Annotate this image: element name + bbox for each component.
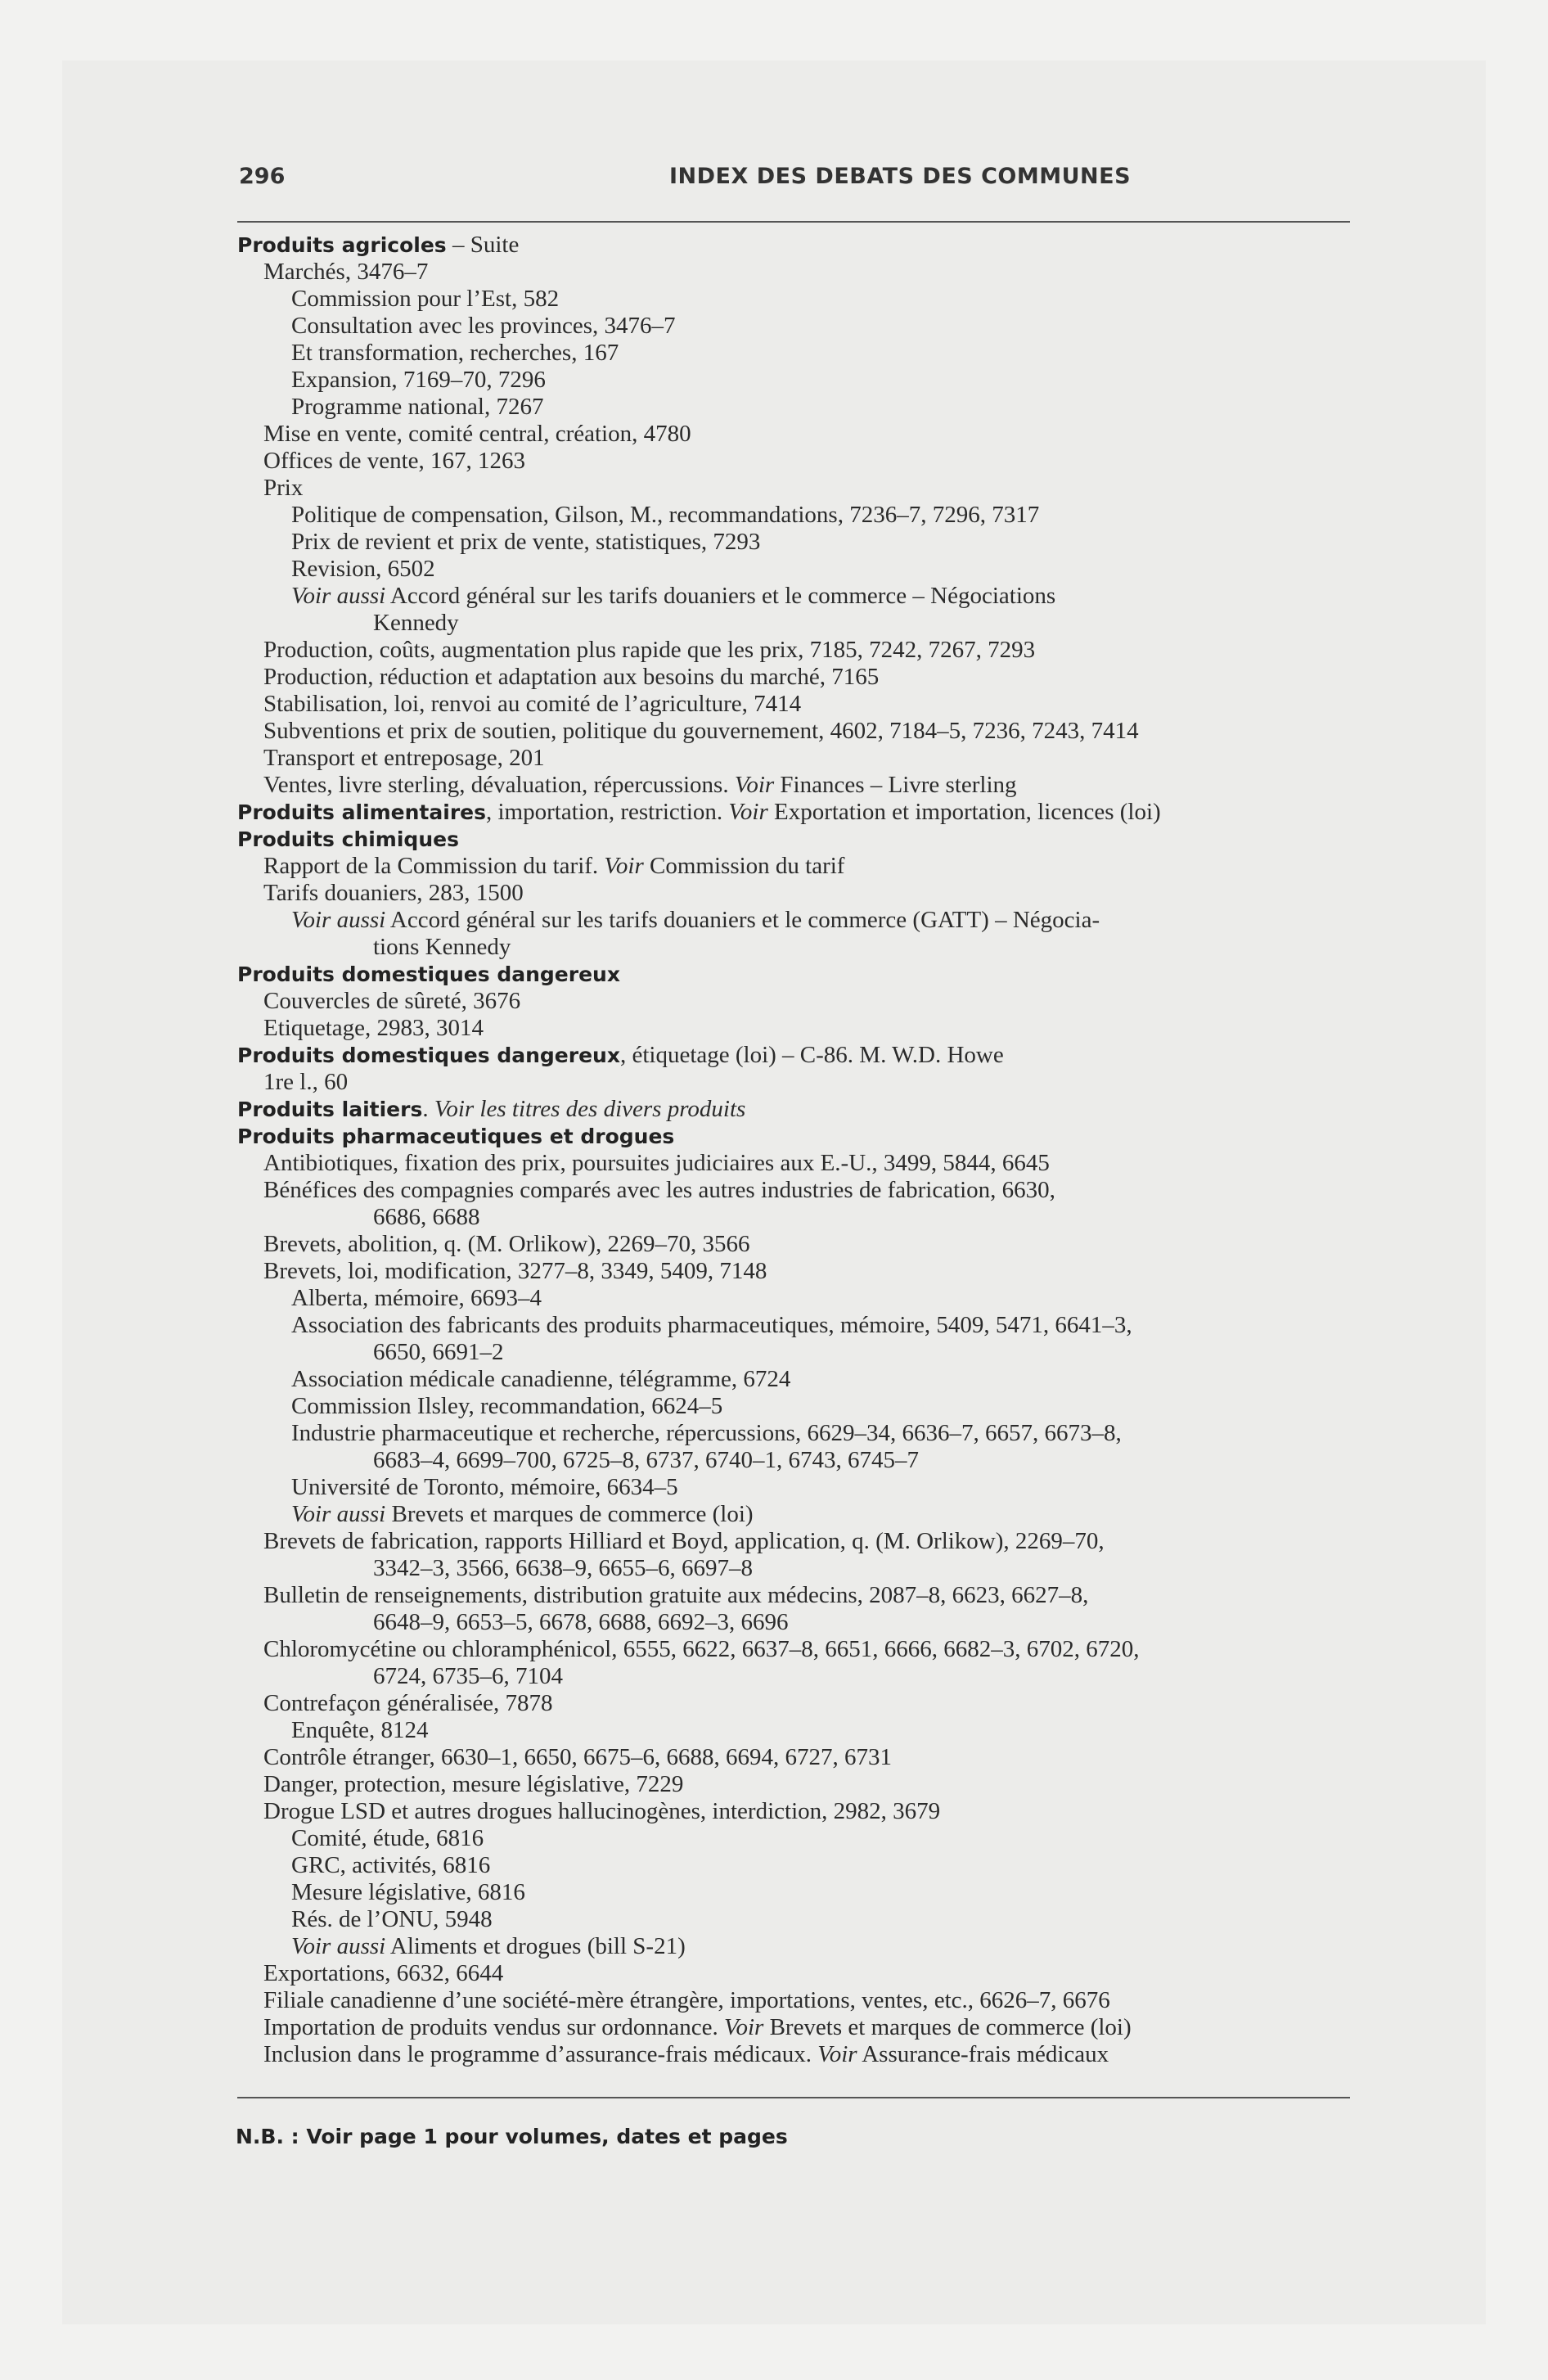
index-line [263,988,520,1015]
index-text: Brevets de fabrication, rapports Hilliard et Boyd, application, q. (M. Orlikow), 2269–70, [263,1528,1105,1554]
header-rule [237,221,1350,223]
index-text: Expansion, 7169–70, 7296 [291,367,546,393]
index-text: Brevets, abolition, q. (M. Orlikow), 2269–70, 3566 [263,1231,750,1257]
index-text: Brevets et marques de commerce (loi) [763,2014,1132,2040]
page-number: 296 [239,164,286,189]
index-line [263,421,691,448]
index-text: 3342–3, 3566, 6638–9, 6655–6, 6697–8 [373,1555,753,1581]
index-line [291,907,1100,934]
index-text: GRC, activités, 6816 [291,1852,491,1878]
index-headword: Produits chimiques [237,827,459,851]
index-line [373,610,459,637]
index-line [291,286,559,313]
index-text: , étiquetage (loi) – C-86. M. W.D. Howe [619,1042,1004,1068]
index-text: 1re l., 60 [263,1069,349,1095]
index-line [291,1366,790,1393]
index-line [237,232,519,259]
index-headword: Produits domestiques dangereux [237,962,620,986]
index-text: Danger, protection, mesure législative, 7229 [263,1771,684,1797]
index-line [263,1690,553,1717]
index-line [263,853,844,880]
index-text: Mesure législative, 6816 [291,1879,525,1905]
index-text: Commission Ilsley, recommandation, 6624–5 [291,1393,723,1419]
index-text: . [422,1096,434,1122]
index-line [263,718,1139,745]
index-text: Commission pour l’Est, 582 [291,286,560,312]
index-line [373,1204,480,1231]
index-line [263,259,428,286]
index-text: Kennedy [373,610,459,636]
index-text: Rés. de l’ONU, 5948 [291,1906,493,1932]
index-text: – Suite [446,232,520,258]
page-header [175,164,1350,196]
index-text: Accord général sur les tarifs douaniers et le commerce (GATT) – Négocia- [385,907,1100,933]
index-text: Etiquetage, 2983, 3014 [263,1015,484,1041]
index-text: Finances – Livre sterling [774,772,1017,798]
cross-reference: Voir [604,853,644,879]
index-line [263,1771,683,1798]
index-text: Revision, 6502 [291,556,435,582]
index-text: Commission du tarif [643,853,845,879]
index-text: Assurance-frais médicaux [857,2041,1109,2067]
index-line [263,637,1035,664]
index-line [263,664,879,691]
index-line [291,1285,542,1312]
index-text: Contrôle étranger, 6630–1, 6650, 6675–6, 6688, 6694, 6727, 6731 [263,1744,893,1770]
index-line [291,556,435,583]
index-text: Offices de vente, 167, 1263 [263,448,525,474]
index-line [291,1879,525,1906]
index-text: Association médicale canadienne, télégramme, 6724 [291,1366,791,1392]
index-line [263,1177,1055,1204]
index-line [263,1582,1088,1609]
cross-reference: Voir [817,2041,857,2067]
index-line [291,1852,490,1879]
index-text: 6648–9, 6653–5, 6678, 6688, 6692–3, 6696 [373,1609,789,1635]
index-text: Rapport de la Commission du tarif. [263,853,605,879]
index-headword: Produits alimentaires [237,800,486,824]
index-line [291,394,543,421]
index-line [373,1555,753,1582]
index-line [263,1636,1139,1663]
index-line [263,1069,348,1096]
index-headword: Produits agricoles [237,233,447,257]
index-line [291,313,676,340]
index-line [291,1501,754,1528]
index-line [291,1474,678,1501]
cross-reference: Voir aussi [291,907,386,933]
index-text: Brevets, loi, modification, 3277–8, 3349, 5409, 7148 [263,1258,767,1284]
index-line [263,475,303,502]
index-text: Prix de revient et prix de vente, statistiques, 7293 [291,529,761,555]
index-line [237,961,620,988]
index-line [263,880,524,907]
index-text: Association des fabricants des produits pharmaceutiques, mémoire, 5409, 5471, 6641–3, [291,1312,1132,1338]
index-line [263,2041,1109,2068]
index-text: Inclusion dans le programme d’assurance-frais médicaux. [263,2041,818,2067]
footer-rule [237,2097,1350,2098]
index-text: Bulletin de renseignements, distribution gratuite aux médecins, 2087–8, 6623, 6627–8, [263,1582,1089,1608]
index-line [237,1042,1004,1069]
index-line [263,1960,503,1987]
index-line [263,1150,1050,1177]
index-line [263,448,525,475]
index-line [263,1744,892,1771]
index-text: 6683–4, 6699–700, 6725–8, 6737, 6740–1, 6743, 6745–7 [373,1447,919,1473]
index-line [291,583,1055,610]
index-text: Exportations, 6632, 6644 [263,1960,504,1986]
index-line [263,1231,749,1258]
index-line [263,772,1017,799]
index-text: Importation de produits vendus sur ordonnance. [263,2014,724,2040]
index-text: Antibiotiques, fixation des prix, poursuites judiciaires aux E.-U., 3499, 5844, 6645 [263,1150,1050,1176]
index-text: Production, coûts, augmentation plus rapide que les prix, 7185, 7242, 7267, 7293 [263,637,1036,663]
index-text: Stabilisation, loi, renvoi au comité de l’agriculture, 7414 [263,691,802,717]
index-text: Programme national, 7267 [291,394,544,420]
cross-reference: Voir aussi [291,1501,386,1527]
cross-reference: Voir [723,2014,764,2040]
cross-reference: Voir [734,772,775,798]
index-text: Accord général sur les tarifs douaniers et le commerce – Négociations [385,583,1056,609]
index-text: Politique de compensation, Gilson, M., recommandations, 7236–7, 7296, 7317 [291,502,1040,528]
index-text: Prix [263,475,304,501]
index-headword: Produits domestiques dangereux [237,1044,620,1067]
index-text: Université de Toronto, mémoire, 6634–5 [291,1474,678,1500]
index-line [373,1447,919,1474]
index-text: Bénéfices des compagnies comparés avec les autres industries de fabrication, 6630, [263,1177,1055,1203]
index-line [291,502,1039,529]
index-line [263,1258,767,1285]
index-text: Mise en vente, comité central, création, 4780 [263,421,691,447]
index-line [237,1096,745,1123]
cross-reference: Voir [728,799,768,825]
index-line [237,799,1161,826]
index-line [263,691,801,718]
index-text: , importation, restriction. [486,799,729,825]
index-text: Drogue LSD et autres drogues hallucinogènes, interdiction, 2982, 3679 [263,1798,941,1824]
cross-reference: Voir aussi [291,1933,386,1959]
index-line [291,1717,429,1744]
index-text: Exportation et importation, licences (loi) [767,799,1161,825]
index-line [291,529,760,556]
index-headword: Produits laitiers [237,1098,423,1121]
footnote: N.B. : Voir page 1 pour volumes, dates et pages [236,2125,788,2148]
index-line [263,1528,1105,1555]
index-text: Couvercles de sûreté, 3676 [263,988,521,1014]
index-text: Transport et entreposage, 201 [263,745,545,771]
index-text: Ventes, livre sterling, dévaluation, répercussions. [263,772,735,798]
index-line [373,1609,789,1636]
index-text: Production, réduction et adaptation aux besoins du marché, 7165 [263,664,880,690]
index-text: Chloromycétine ou chloramphénicol, 6555, 6622, 6637–8, 6651, 6666, 6682–3, 6702, 6720, [263,1636,1140,1662]
index-text: Et transformation, recherches, 167 [291,340,619,366]
index-text: Comité, étude, 6816 [291,1825,484,1851]
index-text: Filiale canadienne d’une société-mère étrangère, importations, ventes, etc., 6626–7, 6676 [263,1987,1110,2013]
index-line [263,745,545,772]
index-line [291,1393,722,1420]
index-text: Consultation avec les provinces, 3476–7 [291,313,676,339]
index-line [237,826,459,853]
index-text: Contrefaçon généralisée, 7878 [263,1690,553,1716]
index-line [291,1906,493,1933]
index-text: Brevets et marques de commerce (loi) [385,1501,754,1527]
index-text: 6686, 6688 [373,1204,480,1230]
index-line [373,1663,563,1690]
index-line [291,340,619,367]
index-line [291,1312,1132,1339]
index-line [373,1339,504,1366]
index-line [291,1933,686,1960]
index-text: tions Kennedy [373,934,511,960]
index-line [263,1015,484,1042]
index-line [291,1825,484,1852]
index-text: 6724, 6735–6, 7104 [373,1663,563,1689]
index-text: Alberta, mémoire, 6693–4 [291,1285,542,1311]
index-line [291,367,546,394]
index-line [263,2014,1132,2041]
running-title: INDEX DES DEBATS DES COMMUNES [669,164,1132,189]
index-text: Industrie pharmaceutique et recherche, répercussions, 6629–34, 6636–7, 6657, 6673–8, [291,1420,1122,1446]
index-line [373,934,511,961]
index-text: Enquête, 8124 [291,1717,429,1743]
index-text: Subventions et prix de soutien, politique du gouvernement, 4602, 7184–5, 7236, 7243, 7414 [263,718,1139,744]
index-line [263,1987,1110,2014]
index-line [237,1123,674,1150]
cross-reference: Voir les titres des divers produits [434,1096,746,1122]
index-text: 6650, 6691–2 [373,1339,504,1365]
index-text: Marchés, 3476–7 [263,259,429,285]
index-text: Aliments et drogues (bill S-21) [385,1933,686,1959]
index-text: Tarifs douaniers, 283, 1500 [263,880,524,906]
cross-reference: Voir aussi [291,583,386,609]
index-line [263,1798,940,1825]
index-headword: Produits pharmaceutiques et drogues [237,1125,675,1148]
index-line [291,1420,1122,1447]
